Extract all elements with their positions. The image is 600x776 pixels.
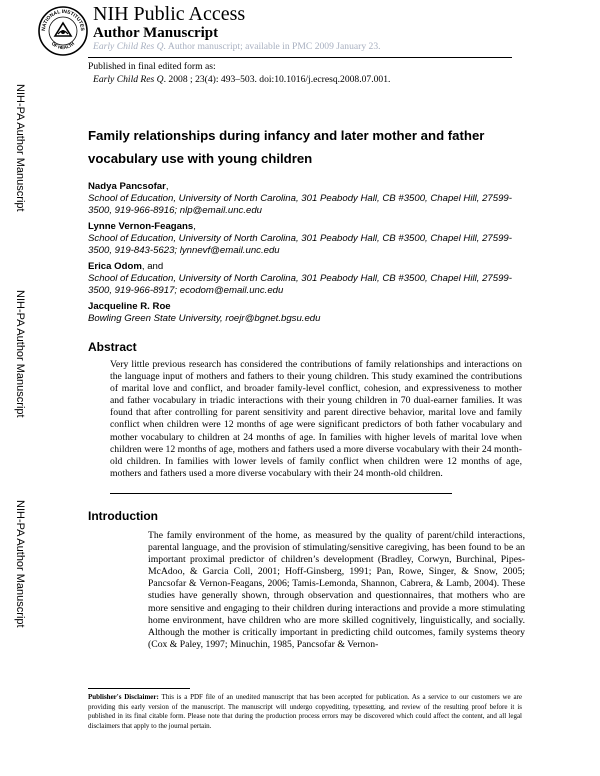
article-title: Family relationships during infancy and later mother and father vocabulary use with young children: [88, 128, 485, 166]
author-list: [88, 181, 528, 329]
introduction-text: The family environment of the home, as measured by the quality of parent/child interactions, parental language, and the provision of stimulating/sensitive caregiving, has been found to be an important proximal predictor of children’s development (Bradley, Corwyn, Burchinal, Pipes-McAdoo, & Garcia Coll, 2001; Hoff-Ginsberg, 1991; Pan, Rowe, Singer, & Snow, 2005; Pancsofar & Vernon-Feagans, 2006; Tamis-Lemonda, Shannon, Cabrera, & Lamb, 2004). These studies have generally shown, through observation and questionnaires, that mothers who are more sensitive and engaging to their children during interactions and provide a more stimulating home environment, have children who are more skilled cognitively, linguistically, and socially. Although the mother is critically important in predicting child outcomes, family systems theory (Cox & Paley, 1997; Minuchin, 1985, Pancsofar & Vernon-: [148, 530, 525, 650]
author-affiliation: School of Education, University of North Carolina, 301 Peabody Hall, CB #3500, Chapel Hill, 27599-3500, 919-966-8916; nlp@email.unc.edu: [88, 193, 512, 216]
author-name: Lynne Vernon-Feagans,: [88, 221, 196, 232]
author-affiliation: School of Education, University of North Carolina, 301 Peabody Hall, CB #3500, Chapel Hill, 27599-3500, 919-843-5623; lynnevf@email.unc.edu: [88, 233, 512, 256]
author-affiliation: Bowling Green State University, roejr@bgnet.bgsu.edu: [88, 313, 321, 324]
citation-details: . 2008 ; 23(4): 493–503. doi:10.1016/j.ecresq.2008.07.001.: [163, 74, 391, 85]
published-label: Published in final edited form as:: [88, 61, 216, 72]
author-name: Nadya Pancsofar,: [88, 181, 169, 192]
author-entry: [88, 221, 528, 257]
author-entry: [88, 261, 528, 297]
svg-text:NATIONAL INSTITUTES: NATIONAL INSTITUTES: [40, 8, 86, 32]
availability-note: [93, 41, 381, 53]
abstract-heading: Abstract: [88, 340, 137, 354]
footnote-divider: [88, 688, 190, 689]
disclaimer-label: Publisher's Disclaimer:: [88, 693, 159, 701]
author-entry: [88, 301, 528, 325]
disclaimer-text: This is a PDF file of an unedited manuscript that has been accepted for publication. As a service to our customers we are providing this early version of the manuscript. The manuscript will undergo copyediting, typesetting, and review of the resulting proof before it is published in its final citable form. Please note that during the production process errors may be discovered which could affect the content, and all legal disclaimers that apply to the journal pertain.: [88, 693, 522, 730]
abstract-text: Very little previous research has considered the contributions of family relationships and interactions on the language input of mothers and fathers to their young children. This study examined the contributions of marital love and conflict, and broader family-level conflict, cohesion, and expressiveness to mother and father vocabulary in triadic interactions with their young children in 70 dual-earner families. It was found that after controlling for parent sensitivity and parent directive behavior, marital love and family conflict when children were 12 months of age were significant predictors of both father vocabulary and mother vocabulary to children at 24 months of age. In families with higher levels of marital love when children were 12 months of age, mothers and fathers used a more diverse vocabulary with their 24 month-old children. In families with lower levels of family conflict when children were 12 months of age, mothers and fathers used a more diverse vocabulary with their 24 month-old children.: [110, 359, 522, 479]
author-name: Erica Odom, and: [88, 261, 164, 272]
header-divider: [88, 57, 512, 58]
nih-public-access-title: NIH Public Access: [93, 3, 246, 25]
svg-text:OF HEALTH: OF HEALTH: [50, 40, 76, 51]
introduction-heading: Introduction: [88, 509, 158, 523]
publisher-disclaimer: [88, 693, 522, 731]
author-manuscript-label: Author Manuscript: [93, 25, 219, 41]
citation-journal: Early Child Res Q: [93, 74, 164, 85]
availability-text: Author manuscript; available in PMC 2009 January 23.: [166, 41, 381, 52]
author-affiliation: School of Education, University of North Carolina, 301 Peabody Hall, CB #3500, Chapel Hill, 27599-3500, 919-966-8917; ecodom@email.unc.edu: [88, 273, 512, 296]
abstract-divider: [110, 493, 452, 494]
author-entry: [88, 181, 528, 217]
availability-journal: Early Child Res Q.: [93, 41, 167, 52]
citation: [93, 74, 390, 86]
nih-seal-logo: [38, 6, 88, 56]
author-name: Jacqueline R. Roe: [88, 301, 171, 312]
